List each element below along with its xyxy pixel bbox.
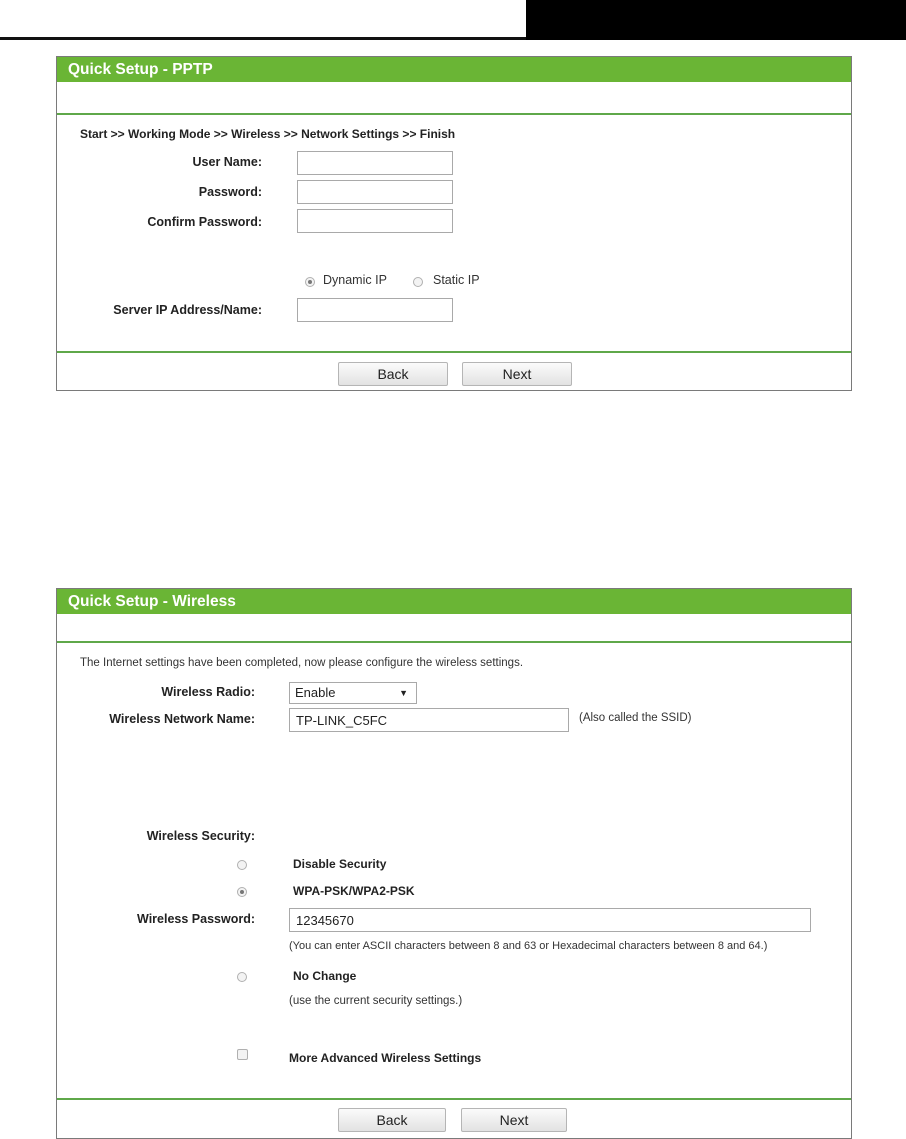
user-name-label: User Name: — [192, 155, 262, 169]
confirm-password-input[interactable] — [297, 209, 453, 233]
wireless-divider-top — [57, 641, 851, 643]
wireless-panel-title: Quick Setup - Wireless — [57, 589, 851, 614]
password-input[interactable] — [297, 180, 453, 204]
password-label: Password: — [198, 185, 262, 199]
pptp-divider-bottom — [57, 351, 851, 353]
disable-security-radio[interactable] — [237, 860, 247, 870]
header-black-block — [526, 0, 906, 40]
wireless-radio-select[interactable] — [289, 682, 417, 704]
ssid-note: (Also called the SSID) — [579, 712, 692, 724]
wireless-password-label: Wireless Password: — [137, 912, 255, 926]
dynamic-ip-radio[interactable] — [305, 277, 315, 287]
pptp-breadcrumb: Start >> Working Mode >> Wireless >> Network Settings >> Finish — [80, 127, 456, 141]
wireless-security-label: Wireless Security: — [146, 829, 255, 843]
chevron-down-icon: ▼ — [399, 688, 408, 698]
confirm-password-label: Confirm Password: — [147, 215, 262, 229]
user-name-input[interactable] — [297, 151, 453, 175]
header-rule — [0, 37, 526, 40]
disable-security-label: Disable Security — [293, 857, 387, 871]
pptp-divider-top — [57, 113, 851, 115]
wireless-intro: The Internet settings have been completed, now please configure the wireless settings. — [80, 657, 524, 669]
static-ip-radio[interactable] — [413, 277, 423, 287]
pptp-panel — [56, 56, 852, 391]
advanced-settings-checkbox[interactable] — [237, 1049, 248, 1060]
server-address-input[interactable] — [297, 298, 453, 322]
pptp-panel-title: Quick Setup - PPTP — [57, 57, 851, 82]
wpa-psk-radio[interactable] — [237, 887, 247, 897]
pptp-back-button[interactable]: Back — [338, 362, 448, 386]
no-change-label: No Change — [293, 969, 357, 983]
wireless-radio-value: Enable — [295, 685, 336, 700]
wireless-panel — [56, 588, 852, 1139]
network-name-label: Wireless Network Name: — [109, 712, 255, 726]
wireless-password-input[interactable] — [289, 908, 811, 932]
static-ip-label: Static IP — [433, 273, 480, 287]
no-change-note: (use the current security settings.) — [289, 995, 463, 1007]
wpa-psk-label: WPA-PSK/WPA2-PSK — [293, 884, 415, 898]
pptp-next-button[interactable]: Next — [462, 362, 572, 386]
advanced-settings-label: More Advanced Wireless Settings — [289, 1051, 482, 1065]
dynamic-ip-label: Dynamic IP — [323, 273, 387, 287]
wireless-radio-label: Wireless Radio: — [161, 685, 255, 699]
network-name-input[interactable] — [289, 708, 569, 732]
server-address-label: Server IP Address/Name: — [113, 303, 262, 317]
wireless-back-button[interactable]: Back — [338, 1108, 446, 1132]
wireless-divider-bottom — [57, 1098, 851, 1100]
wireless-password-note: (You can enter ASCII characters between 8 and 63 or Hexadecimal characters between 8 and 64.) — [289, 940, 768, 952]
wireless-next-button[interactable]: Next — [461, 1108, 567, 1132]
no-change-radio[interactable] — [237, 972, 247, 982]
